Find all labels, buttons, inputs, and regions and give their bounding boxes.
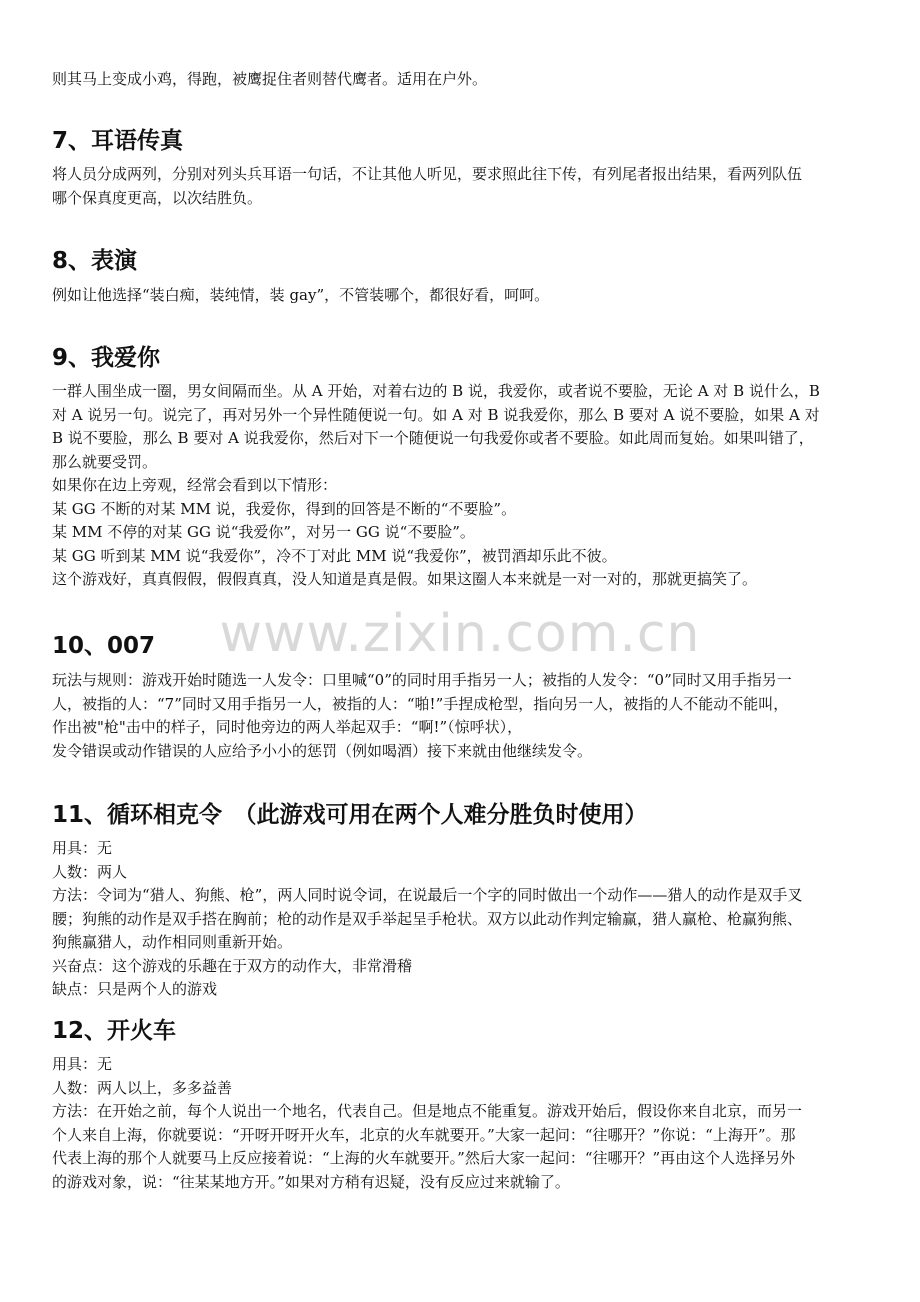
section-11 [52, 798, 802, 1002]
paragraph-line: 对 A 说另一句。说完了，再对另外一个异性随便说一句。如 A 对 B 说我爱你，那么 B 要对 A 说不要脸，如果 A 对 [52, 405, 820, 424]
section-title: 11、循环相克令 （此游戏可用在两个人难分胜负时使用） [52, 802, 648, 828]
section-title: 12、开火车 [52, 1018, 177, 1044]
paragraph-line: 例如让他选择“装白痴，装纯情，装 gay”，不管装哪个，都很好看，呵呵。 [52, 286, 550, 304]
paragraph-line: 兴奋点：这个游戏的乐趣在于双方的动作大，非常滑稽 [52, 956, 413, 975]
section-title: 9、我爱你 [52, 345, 161, 371]
paragraph-line: 的游戏对象，说：“往某某地方开。”如果对方稍有迟疑，没有反应过来就输了。 [52, 1172, 570, 1191]
paragraph-line: B 说不要脸，那么 B 要对 A 说我爱你，然后对下一个随便说一句我爱你或者不要脸。如此周而复始。如果叫错了， [52, 429, 814, 447]
section-title: 10、007 [52, 633, 156, 659]
paragraph-line: 用具：无 [52, 1055, 113, 1073]
section-7 [52, 124, 802, 210]
paragraph-line: 方法：令词为“猎人、狗熊、枪”，两人同时说令词，在说最后一个字的同时做出一个动作——猎人的动作是双手叉 [52, 886, 803, 904]
paragraph-line: 人数：两人 [52, 862, 128, 881]
intro-line: 则其马上变成小鸡，得跑，被鹰捉住者则替代鹰者。适用在户外。 [52, 70, 488, 88]
paragraph-line: 缺点：只是两个人的游戏 [52, 980, 218, 998]
paragraph-line: 将人员分成两列，分别对列头兵耳语一句话，不让其他人听见，要求照此往下传，有列尾者报出结果，看两列队伍 [52, 165, 803, 183]
paragraph-line: 个人来自上海，你就要说：“开呀开呀开火车，北京的火车就要开。”大家一起问：“往哪开？”你说：“上海开”。那 [52, 1125, 796, 1144]
paragraph-line: 这个游戏好，真真假假，假假真真，没人知道是真是假。如果这圈人本来就是一对一对的，那就更搞笑了。 [52, 570, 758, 588]
paragraph-line: 方法：在开始之前，每个人说出一个地名，代表自己。但是地点不能重复。游戏开始后，假设你来自北京，而另一 [52, 1102, 803, 1120]
paragraph-line: 狗熊赢猎人，动作相同则重新开始。 [52, 933, 293, 951]
paragraph-line: 用具：无 [52, 839, 113, 857]
section-8 [52, 244, 549, 308]
paragraph-line: 发令错误或动作错误的人应给予小小的惩罚（例如喝酒）接下来就由他继续发令。 [52, 741, 593, 760]
paragraph-line: 玩法与规则：游戏开始时随选一人发令：口里喊“0”的同时用手指另一人；被指的人发令：“0”同时又用手指另一 [52, 671, 792, 689]
paragraph-line: 某 GG 听到某 MM 说“我爱你”，冷不丁对此 MM 说“我爱你”，被罚酒却乐此不彼。 [52, 546, 617, 565]
section-9 [52, 341, 820, 592]
paragraph-line: 一群人围坐成一圈，男女间隔而坐。从 A 开始，对着右边的 B 说，我爱你，或者说不要脸，无论 A 对 B 说什么，B [52, 382, 820, 400]
paragraph-line: 某 MM 不停的对某 GG 说“我爱你”，对另一 GG 说“不要脸”。 [52, 523, 475, 541]
paragraph-line: 某 GG 不断的对某 MM 说，我爱你，得到的回答是不断的“不要脸”。 [52, 499, 517, 518]
section-title: 8、表演 [52, 248, 138, 274]
paragraph-line: 人，被指的人：“7”同时又用手指另一人，被指的人：“啪!”手捏成枪型，指向另一人，被指的人不能动不能叫， [52, 694, 789, 713]
paragraph-line: 哪个保真度更高，以次结胜负。 [52, 188, 263, 207]
paragraph-line: 代表上海的那个人就要马上反应接着说：“上海的火车就要开。”然后大家一起问：“往哪开？”再由这个人选择另外 [52, 1149, 796, 1167]
section-10 [52, 629, 792, 763]
paragraph-line: 那么就要受罚。 [52, 452, 158, 471]
paragraph-line: 如果你在边上旁观，经常会看到以下情形： [52, 476, 338, 494]
section-12 [52, 1014, 802, 1194]
watermark-text: www.zixin.com.cn [219, 604, 701, 664]
paragraph-line: 作出被"枪"击中的样子，同时他旁边的两人举起双手：“啊!”（惊呼状）， [52, 718, 523, 736]
paragraph-line: 人数：两人以上，多多益善 [52, 1078, 233, 1097]
paragraph-line: 腰；狗熊的动作是双手搭在胸前；枪的动作是双手举起呈手枪状。双方以此动作判定输赢，猎人赢枪、枪赢狗熊、 [52, 909, 803, 928]
section-title: 7、耳语传真 [52, 128, 184, 154]
